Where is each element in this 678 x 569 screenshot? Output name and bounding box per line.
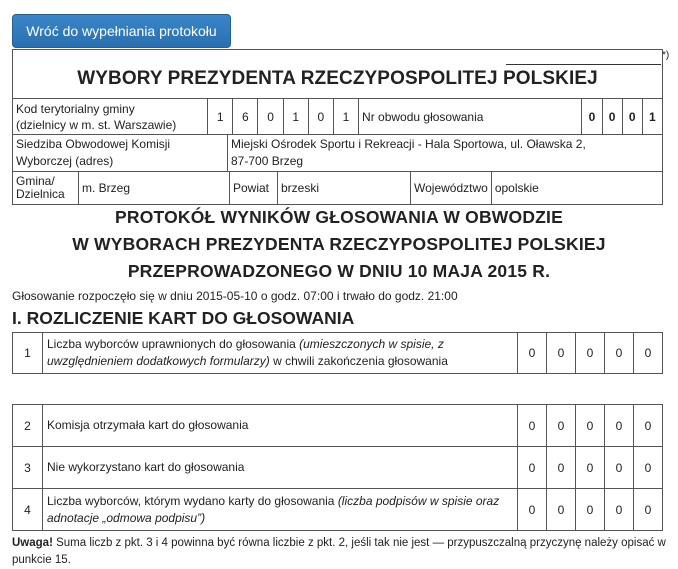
territorial-code-digit: 0	[258, 99, 283, 135]
territorial-code-row	[12, 98, 663, 135]
row-digit-input[interactable]: 0	[518, 447, 547, 489]
row-digit-input[interactable]: 0	[634, 447, 663, 489]
row-digit-input[interactable]: 0	[518, 333, 547, 374]
row-digit-input[interactable]: 0	[576, 405, 605, 447]
row-digit-input[interactable]: 0	[518, 489, 547, 531]
section-title: I. ROZLICZENIE KART DO GŁOSOWANIA	[12, 308, 355, 328]
district-number-digit: 0	[602, 99, 622, 135]
wojewodztwo-label: Województwo	[411, 172, 492, 205]
commission-seat-row	[12, 134, 663, 172]
row-description: Liczba wyborców, którym wydano karty do głosowania (liczba podpisów w spisie oraz adnotacje „odmowa podpisu”)	[43, 489, 518, 531]
gmina-value: m. Brzeg	[79, 172, 230, 205]
row-description: Nie wykorzystano kart do głosowania	[43, 447, 518, 489]
protocol-title-line-1: PROTOKÓŁ WYNIKÓW GŁOSOWANIA W OBWODZIE	[115, 207, 563, 227]
table-row	[13, 447, 663, 489]
row-digit-input[interactable]: 0	[547, 447, 576, 489]
row-digit-input[interactable]: 0	[605, 405, 634, 447]
row-digit-input[interactable]: 0	[576, 447, 605, 489]
header-frame	[12, 49, 670, 205]
district-number-label: Nr obwodu głosowania	[359, 99, 582, 135]
territorial-code-digit: 0	[308, 99, 333, 135]
protocol-title-line-2: W WYBORACH PREZYDENTA RZECZYPOSPOLITEJ POLSKIEJ	[72, 234, 606, 254]
row-digit-input[interactable]: 0	[547, 405, 576, 447]
row-digit-input[interactable]: 0	[605, 489, 634, 531]
warning-note	[12, 535, 667, 569]
row-number: 3	[13, 447, 43, 489]
table-row	[13, 489, 663, 531]
row-digit-input[interactable]: 0	[576, 333, 605, 374]
territorial-code-digit: 6	[233, 99, 258, 135]
protocol-title-line-3: PRZEPROWADZONEGO W DNIU 10 MAJA 2015 R.	[127, 261, 551, 281]
table-row	[12, 332, 663, 374]
row-digit-input[interactable]: 0	[634, 489, 663, 531]
row-digit-input[interactable]: 0	[547, 489, 576, 531]
row-digit-input[interactable]: 0	[547, 333, 576, 374]
row-number: 2	[13, 405, 43, 447]
powiat-value: brzeski	[278, 172, 411, 205]
administrative-units-row	[12, 171, 663, 205]
row-digit-input[interactable]: 0	[605, 447, 634, 489]
powiat-label: Powiat	[230, 172, 278, 205]
back-to-protocol-button[interactable]: Wróć do wypełniania protokołu	[12, 14, 231, 48]
row-digit-input[interactable]: 0	[634, 405, 663, 447]
gmina-label: Gmina/ Dzielnica	[13, 172, 79, 205]
row-number: 1	[13, 333, 43, 374]
territorial-code-digit: 1	[333, 99, 358, 135]
warning-label: Uwaga!	[12, 537, 53, 549]
signature-footnote-mark: *)	[662, 50, 670, 61]
territorial-code-digit: 1	[283, 99, 308, 135]
wojewodztwo-value: opolskie	[491, 172, 662, 205]
row-digit-input[interactable]: 0	[605, 333, 634, 374]
territorial-code-label: Kod terytorialny gminy (dzielnicy w m. st. Warszawie)	[13, 99, 208, 135]
voting-time-info: Głosowanie rozpoczęło się w dniu 2015-05-10 o godz. 07:00 i trwało do godz. 21:00	[12, 289, 458, 303]
signature-line	[506, 64, 661, 65]
district-number-digit: 0	[622, 99, 642, 135]
district-number-digit: 1	[642, 99, 662, 135]
cards-table	[12, 404, 663, 531]
table-row	[13, 405, 663, 447]
district-number-digit: 0	[582, 99, 602, 135]
election-title: WYBORY PREZYDENTA RZECZYPOSPOLITEJ POLSKIEJ	[77, 68, 598, 89]
commission-seat-label: Siedziba Obwodowej Komisji Wyborczej (adres)	[13, 135, 228, 172]
row-digit-input[interactable]: 0	[576, 489, 605, 531]
row-digit-input[interactable]: 0	[634, 333, 663, 374]
territorial-code-digit: 1	[208, 99, 233, 135]
commission-address: Miejski Ośrodek Sportu i Rekreacji - Hala Sportowa, ul. Oławska 2, 87-700 Brzeg	[228, 135, 663, 172]
warning-text: Suma liczb z pkt. 3 i 4 powinna być równa liczbie z pkt. 2, jeśli tak nie jest — przypuszczalną przyczynę należy opisać w punkcie 15.	[12, 537, 666, 566]
row-description: Komisja otrzymała kart do głosowania	[43, 405, 518, 447]
row-description: Liczba wyborców uprawnionych do głosowania (umieszczonych w spisie, z uwzględnieniem dodatkowych formularzy) w chwili zakończenia głosowania	[43, 333, 518, 374]
row-digit-input[interactable]: 0	[518, 405, 547, 447]
row-number: 4	[13, 489, 43, 531]
